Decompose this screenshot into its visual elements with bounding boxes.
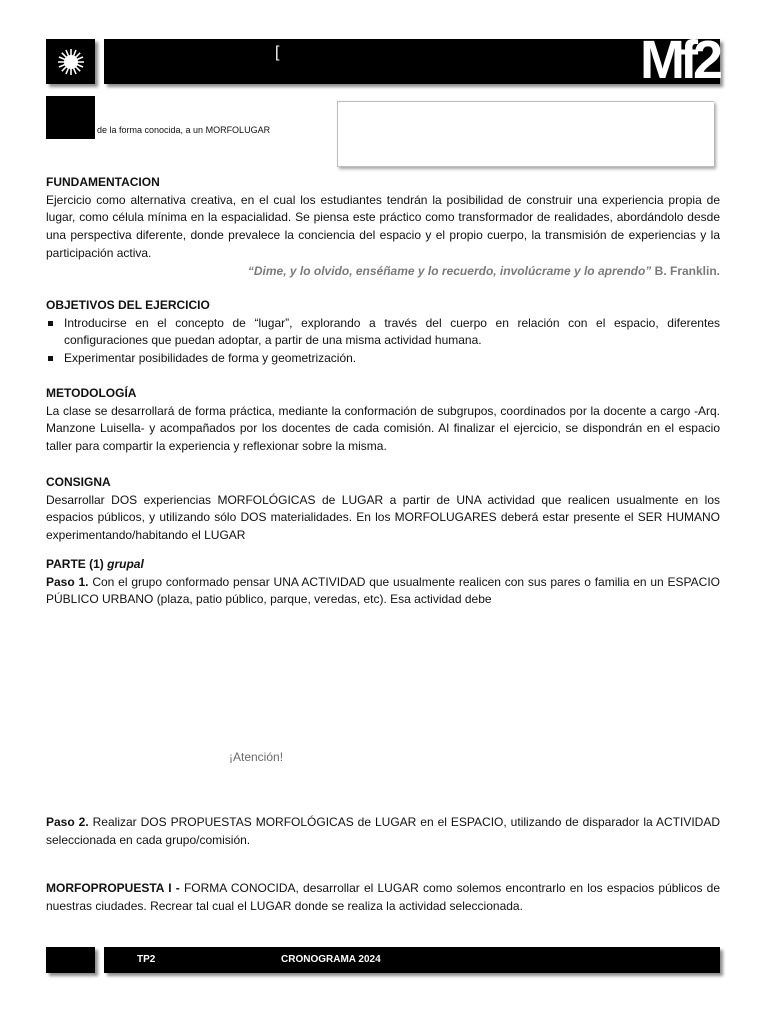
list-item xyxy=(46,350,720,368)
footer-bar xyxy=(104,947,720,973)
list-item xyxy=(46,315,720,350)
subtitle-text: de la forma conocida, a un MORFOLUGAR xyxy=(97,125,271,135)
parte-title-em: grupal xyxy=(107,557,144,571)
paso1 xyxy=(46,574,720,609)
section-metodologia xyxy=(46,385,720,456)
morfopropuesta-block xyxy=(46,880,720,915)
bullet-icon xyxy=(48,321,53,326)
quote xyxy=(46,263,720,281)
brand-logo: Mf2 xyxy=(640,30,718,90)
atencion-note: ¡Atención! xyxy=(229,750,284,764)
section-objetivos xyxy=(46,297,720,368)
section-body: La clase se desarrollará de forma práctica, mediante la conformación de subgrupos, coordinados por la docente a cargo -Arq. Manzone Luisella- y acompañados por los docentes de cada comisión. Al finalizar el ejercicio, se dispondrán en el espacio taller para compartir la experiencia y reflexionar sobre la misma. xyxy=(46,403,720,454)
section-title xyxy=(46,556,720,574)
paso2-text: Realizar DOS PROPUESTAS MORFOLÓGICAS de LUGAR en el ESPACIO, utilizando de disparador la ACTIVIDAD seleccionada en cada grupo/comisión. xyxy=(46,815,720,847)
list-item-text: Experimentar posibilidades de forma y geometrización. xyxy=(64,351,357,366)
bullet-icon xyxy=(48,356,53,361)
section-title: CONSIGNA xyxy=(46,475,111,489)
morfopropuesta xyxy=(46,880,720,915)
paso2-label: Paso 2. xyxy=(46,815,89,829)
subtitle-square xyxy=(46,96,95,139)
section-title: OBJETIVOS DEL EJERCICIO xyxy=(46,298,210,312)
parte-title: PARTE (1) xyxy=(46,557,104,571)
title-bar xyxy=(104,30,720,90)
paso2 xyxy=(46,814,720,849)
footer-left-box xyxy=(46,947,95,973)
paso1-text: Con el grupo conformado pensar UNA ACTIVIDAD que usualmente realicen con sus pares o familia en un ESPACIO PÚBLICO URBANO (plaza, patio público, parque, veredas, etc). Esa actividad debe xyxy=(46,574,720,607)
section-body: Desarrollar DOS experiencias MORFOLÓGICAS de LUGAR a partir de UNA actividad que realicen usualmente en los espacios públicos, y utilizando sólo DOS materialidades. En los MORFOLUGARES deberá estar presente el SER HUMANO experimentando/habitando el LUGAR xyxy=(46,492,720,543)
objectives-list xyxy=(46,315,720,368)
footer-cronograma: CRONOGRAMA 2024 xyxy=(281,954,381,965)
section-title: METODOLOGÍA xyxy=(46,386,137,400)
sun-logo-icon xyxy=(57,48,85,76)
subtitle-box xyxy=(337,101,714,167)
title-bracket: [ xyxy=(275,44,280,61)
quote-text: “Dime, y lo olvido, enséñame y lo recuerdo, involúcrame y lo aprendo” xyxy=(247,263,652,278)
section-consigna xyxy=(46,474,720,545)
section-body: Ejercicio como alternativa creativa, en el cual los estudiantes tendrán la posibilidad de construir una experiencia propia de lugar, como célula mínima en la espacialidad. Se piensa este práctico como transformador de realidades, abordándolo desde una perspectiva diferente, donde prevalece la conciencia del espacio y el propio cuerpo, la transmisión de experiencias y la participación activa. xyxy=(46,192,720,260)
footer-tp: TP2 xyxy=(137,954,156,965)
morfo-text: FORMA CONOCIDA, desarrollar el LUGAR como solemos encontrarlo en los espacios públicos de nuestras ciudades. Recrear tal cual el LUGAR donde se realiza la actividad seleccionada. xyxy=(46,881,720,913)
quote-author: B. Franklin. xyxy=(654,263,720,278)
paso2-block xyxy=(46,814,720,849)
section-title: FUNDAMENTACION xyxy=(46,175,160,189)
list-item-text: Introducirse en el concepto de “lugar”, explorando a través del cuerpo en relación con el espacio, diferentes configuraciones que puedan adoptar, a partir de una misma actividad humana. xyxy=(64,315,720,348)
section-fundamentacion xyxy=(46,174,720,280)
section-parte1 xyxy=(46,556,720,609)
paso1-label: Paso 1. xyxy=(46,574,89,589)
logo-box xyxy=(46,39,95,84)
morfo-label: MORFOPROPUESTA I - xyxy=(46,881,180,895)
